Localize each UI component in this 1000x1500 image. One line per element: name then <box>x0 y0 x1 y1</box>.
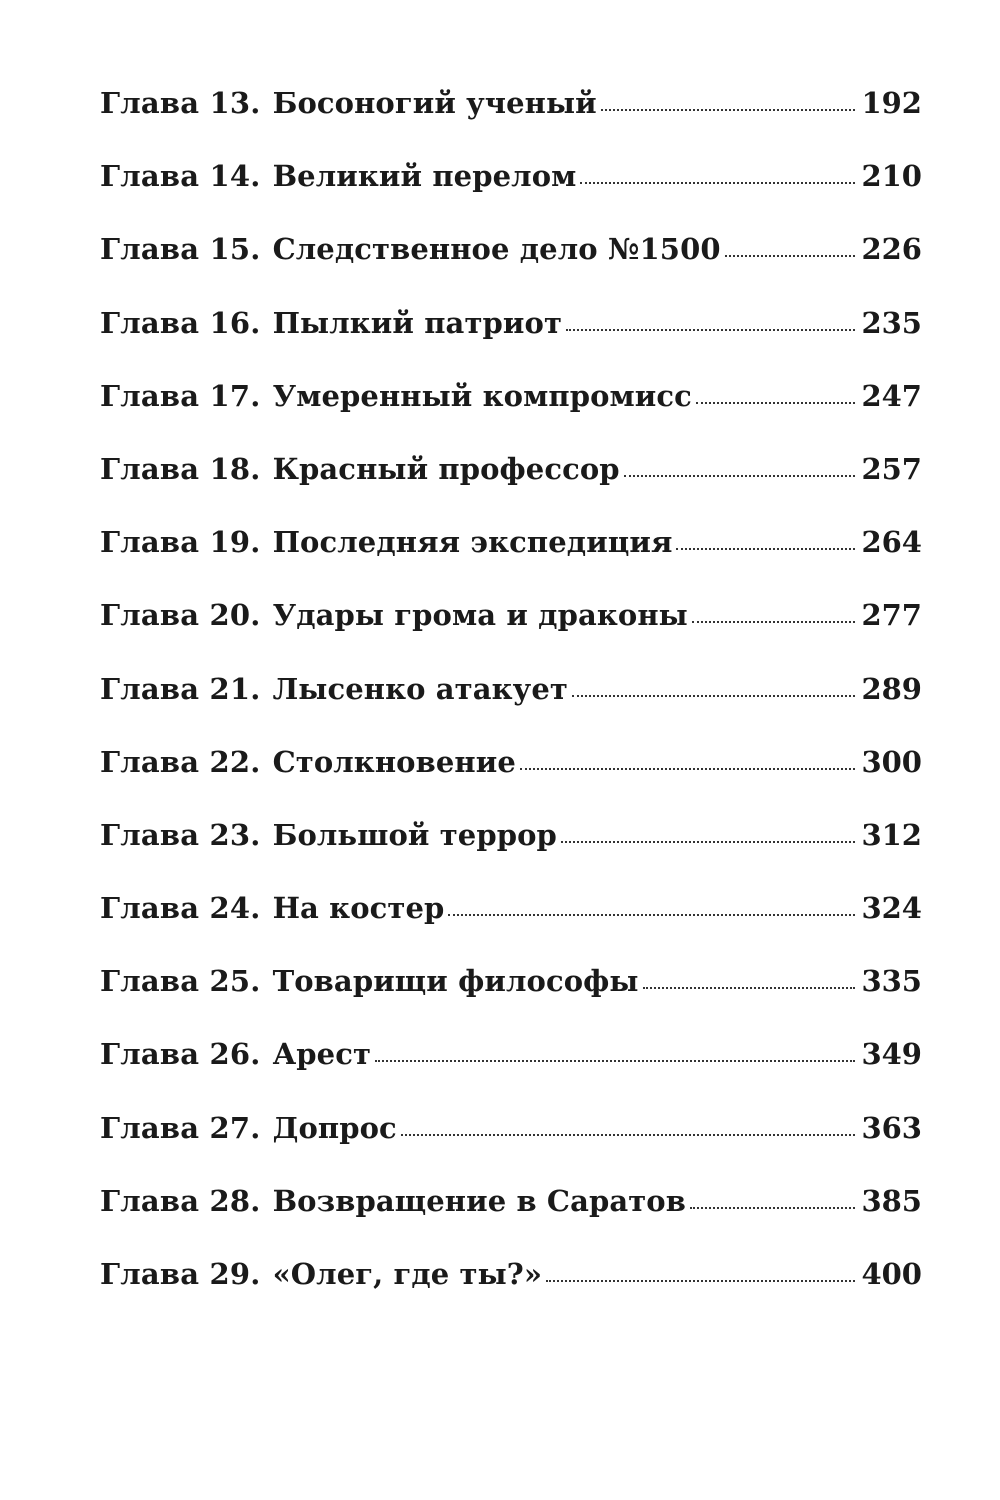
page-number: 277 <box>861 598 922 633</box>
dot-leader <box>448 911 855 916</box>
dot-leader <box>624 472 856 477</box>
dot-leader <box>561 838 856 843</box>
toc-entry[interactable] <box>100 224 922 297</box>
chapter-title: «Олег, где ты?» <box>272 1257 543 1291</box>
chapter-title: Большой террор <box>272 817 557 852</box>
toc-entry[interactable] <box>100 1176 922 1249</box>
chapter-title: Удары грома и драконы <box>272 598 688 633</box>
dot-leader <box>572 692 855 697</box>
page-number: 247 <box>861 378 922 413</box>
dot-leader <box>643 984 856 989</box>
dot-leader <box>546 1277 855 1282</box>
chapter-title: На костер <box>272 891 445 926</box>
toc-entry[interactable] <box>100 78 922 151</box>
toc-entry[interactable] <box>100 737 922 810</box>
table-of-contents <box>100 78 922 1322</box>
chapter-label: Глава 14. <box>100 159 261 194</box>
chapter-title: Великий перелом <box>272 159 577 194</box>
toc-entry[interactable] <box>100 664 922 737</box>
page-number: 349 <box>861 1037 922 1072</box>
chapter-label: Глава 16. <box>100 305 261 340</box>
chapter-title: Следственное дело №1500 <box>272 232 721 267</box>
page-number: 192 <box>861 86 922 120</box>
chapter-label: Глава 25. <box>100 964 261 999</box>
chapter-label: Глава 17. <box>100 378 261 413</box>
dot-leader <box>375 1057 855 1062</box>
chapter-title: Возвращение в Саратов <box>272 1183 687 1218</box>
chapter-title: Допрос <box>272 1110 397 1145</box>
page-number: 226 <box>861 232 922 267</box>
dot-leader <box>725 252 856 257</box>
chapter-label: Глава 15. <box>100 232 261 267</box>
chapter-title: Босоногий ученый <box>272 86 597 120</box>
dot-leader <box>690 1204 855 1209</box>
dot-leader <box>401 1131 856 1136</box>
page-number: 257 <box>861 451 922 486</box>
toc-entry[interactable] <box>100 371 922 444</box>
page-number: 300 <box>861 744 922 779</box>
dot-leader <box>692 618 856 623</box>
chapter-label: Глава 13. <box>100 86 261 120</box>
chapter-label: Глава 27. <box>100 1110 261 1145</box>
page-number: 235 <box>861 305 922 340</box>
chapter-label: Глава 20. <box>100 598 261 633</box>
toc-entry[interactable] <box>100 810 922 883</box>
page-number: 363 <box>861 1110 922 1145</box>
toc-entry[interactable] <box>100 298 922 371</box>
dot-leader <box>566 326 855 331</box>
chapter-title: Лысенко атакует <box>272 671 568 706</box>
toc-entry[interactable] <box>100 590 922 663</box>
chapter-label: Глава 18. <box>100 451 261 486</box>
chapter-title: Арест <box>272 1037 372 1072</box>
page-number: 264 <box>861 525 922 560</box>
dot-leader <box>520 765 856 770</box>
dot-leader <box>580 179 855 184</box>
page-number: 324 <box>861 891 922 926</box>
chapter-title: Красный профессор <box>272 451 620 486</box>
toc-entry[interactable] <box>100 151 922 224</box>
chapter-label: Глава 28. <box>100 1183 261 1218</box>
chapter-label: Глава 19. <box>100 525 261 560</box>
toc-entry[interactable] <box>100 1103 922 1176</box>
page-number: 289 <box>861 671 922 706</box>
chapter-title: Столкновение <box>272 744 516 779</box>
dot-leader <box>601 106 856 111</box>
toc-entry[interactable] <box>100 517 922 590</box>
chapter-label: Глава 26. <box>100 1037 261 1072</box>
chapter-title: Пылкий патриот <box>272 305 563 340</box>
toc-entry[interactable] <box>100 883 922 956</box>
chapter-title: Умеренный компромисс <box>272 378 692 413</box>
chapter-title: Товарищи философы <box>272 964 639 999</box>
chapter-title: Последняя экспедиция <box>272 525 673 560</box>
page-number: 400 <box>861 1257 922 1291</box>
toc-entry[interactable] <box>100 956 922 1029</box>
page-number: 312 <box>861 817 922 852</box>
chapter-label: Глава 21. <box>100 671 261 706</box>
toc-entry[interactable] <box>100 444 922 517</box>
dot-leader <box>696 399 856 404</box>
dot-leader <box>676 545 855 550</box>
page-number: 385 <box>861 1183 922 1218</box>
page-number: 210 <box>861 159 922 194</box>
page-number: 335 <box>861 964 922 999</box>
chapter-label: Глава 22. <box>100 744 261 779</box>
chapter-label: Глава 24. <box>100 891 261 926</box>
chapter-label: Глава 23. <box>100 817 261 852</box>
chapter-label: Глава 29. <box>100 1257 261 1291</box>
toc-entry[interactable] <box>100 1029 922 1102</box>
toc-entry[interactable] <box>100 1249 922 1322</box>
